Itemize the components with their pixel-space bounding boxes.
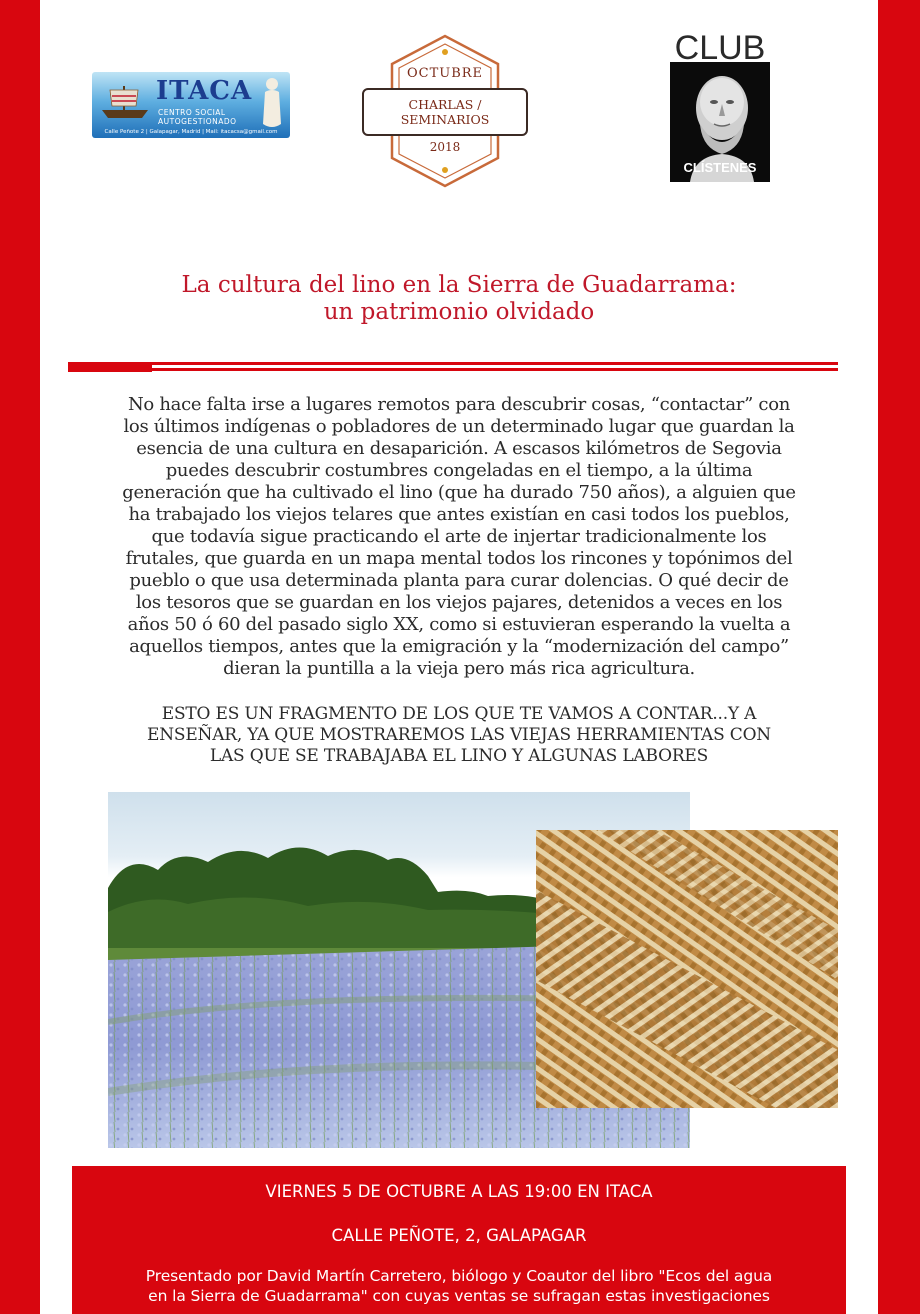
presenter-line: en la Sierra de Guadarrama" con cuyas ventas se sufragan estas investigaciones	[148, 1287, 770, 1305]
paragraph-line: años 50 ó 60 del pasado siglo XX, como si estuvieran esperando la vuelta a	[127, 614, 791, 635]
presenter-line: Presentado por David Martín Carretero, biólogo y Coautor del libro "Ecos del agua	[145, 1267, 773, 1285]
paragraph-line: los tesoros que se guardan en los viejos pajares, detenidos a veces en los	[135, 592, 783, 613]
event-details-footer	[72, 1166, 846, 1314]
badge-year: 2018	[429, 140, 461, 154]
club-name: CLÍSTENES	[683, 160, 757, 175]
paragraph-line: ha trabajado los viejos telares que antes existían en casi todos los pueblos,	[128, 504, 790, 525]
paragraph-line: dieran la puntilla a la vieja pero más rica agricultura.	[223, 658, 695, 679]
talk-title	[40, 272, 878, 326]
paragraph-line: que todavía sigue practicando el arte de injertar tradicionalmente los	[151, 526, 767, 547]
badge-line1: CHARLAS /	[408, 97, 482, 112]
announcement-line: ENSEÑAR, YA QUE MOSTRAREMOS LAS VIEJAS HERRAMIENTAS CON	[146, 725, 771, 745]
paragraph-line: frutales, que guarda en un mapa mental todos los rincones y topónimos del	[125, 548, 793, 569]
event-address: CALLE PEÑOTE, 2, GALAPAGAR	[331, 1226, 587, 1245]
paragraph-line: los últimos indígenas o pobladores de un determinado lugar que guardan la	[123, 416, 795, 437]
badge-label-box	[362, 88, 528, 136]
itaca-logo	[92, 72, 290, 138]
announcement-paragraph	[50, 704, 868, 767]
linen-fabric-image	[536, 830, 838, 1108]
itaca-subtitle: CENTRO SOCIAL AUTOGESTIONADO	[158, 108, 237, 126]
linen-fabric-photo	[536, 830, 838, 1108]
paragraph-line: generación que ha cultivado el lino (que ha durado 750 años), a alguien que	[122, 482, 796, 503]
title-line2: un patrimonio olvidado	[323, 299, 595, 325]
divider	[68, 362, 838, 372]
club-logo	[660, 30, 780, 180]
paragraph-line: No hace falta irse a lugares remotos para descubrir cosas, “contactar” con	[127, 394, 791, 415]
badge-month: OCTUBRE	[406, 66, 484, 81]
event-date: VIERNES 5 DE OCTUBRE A LAS 19:00 EN ITACA	[265, 1182, 653, 1201]
paragraph-line: pueblo o que usa determinada planta para curar dolencias. O qué decir de	[129, 570, 789, 591]
statue-icon	[256, 74, 286, 134]
announcement-line: ESTO ES UN FRAGMENTO DE LOS QUE TE VAMOS A CONTAR...Y A	[161, 704, 757, 724]
itaca-name: ITACA	[156, 76, 253, 106]
announcement-line: LAS QUE SE TRABAJABA EL LINO Y ALGUNAS LABORES	[209, 746, 709, 766]
ship-icon	[98, 82, 152, 122]
badge-line2: SEMINARIOS	[400, 112, 490, 127]
paragraph-line: puedes descubrir costumbres congeladas en el tiempo, a la última	[165, 460, 753, 481]
title-line1: La cultura del lino en la Sierra de Guadarrama:	[181, 272, 737, 298]
itaca-address: Calle Peñote 2 | Galapagar, Madrid | Mail: itacacsa@gmail.com	[104, 129, 278, 135]
event-badge	[352, 30, 538, 192]
description-paragraph	[50, 394, 868, 680]
poster-page	[40, 0, 878, 1314]
presenter-info	[72, 1266, 846, 1306]
paragraph-line: aquellos tiempos, antes que la emigración y la “modernización del campo”	[129, 636, 789, 657]
club-word: CLUB	[674, 29, 766, 67]
paragraph-line: esencia de una cultura en desaparición. A escasos kilómetros de Segovia	[136, 438, 782, 459]
